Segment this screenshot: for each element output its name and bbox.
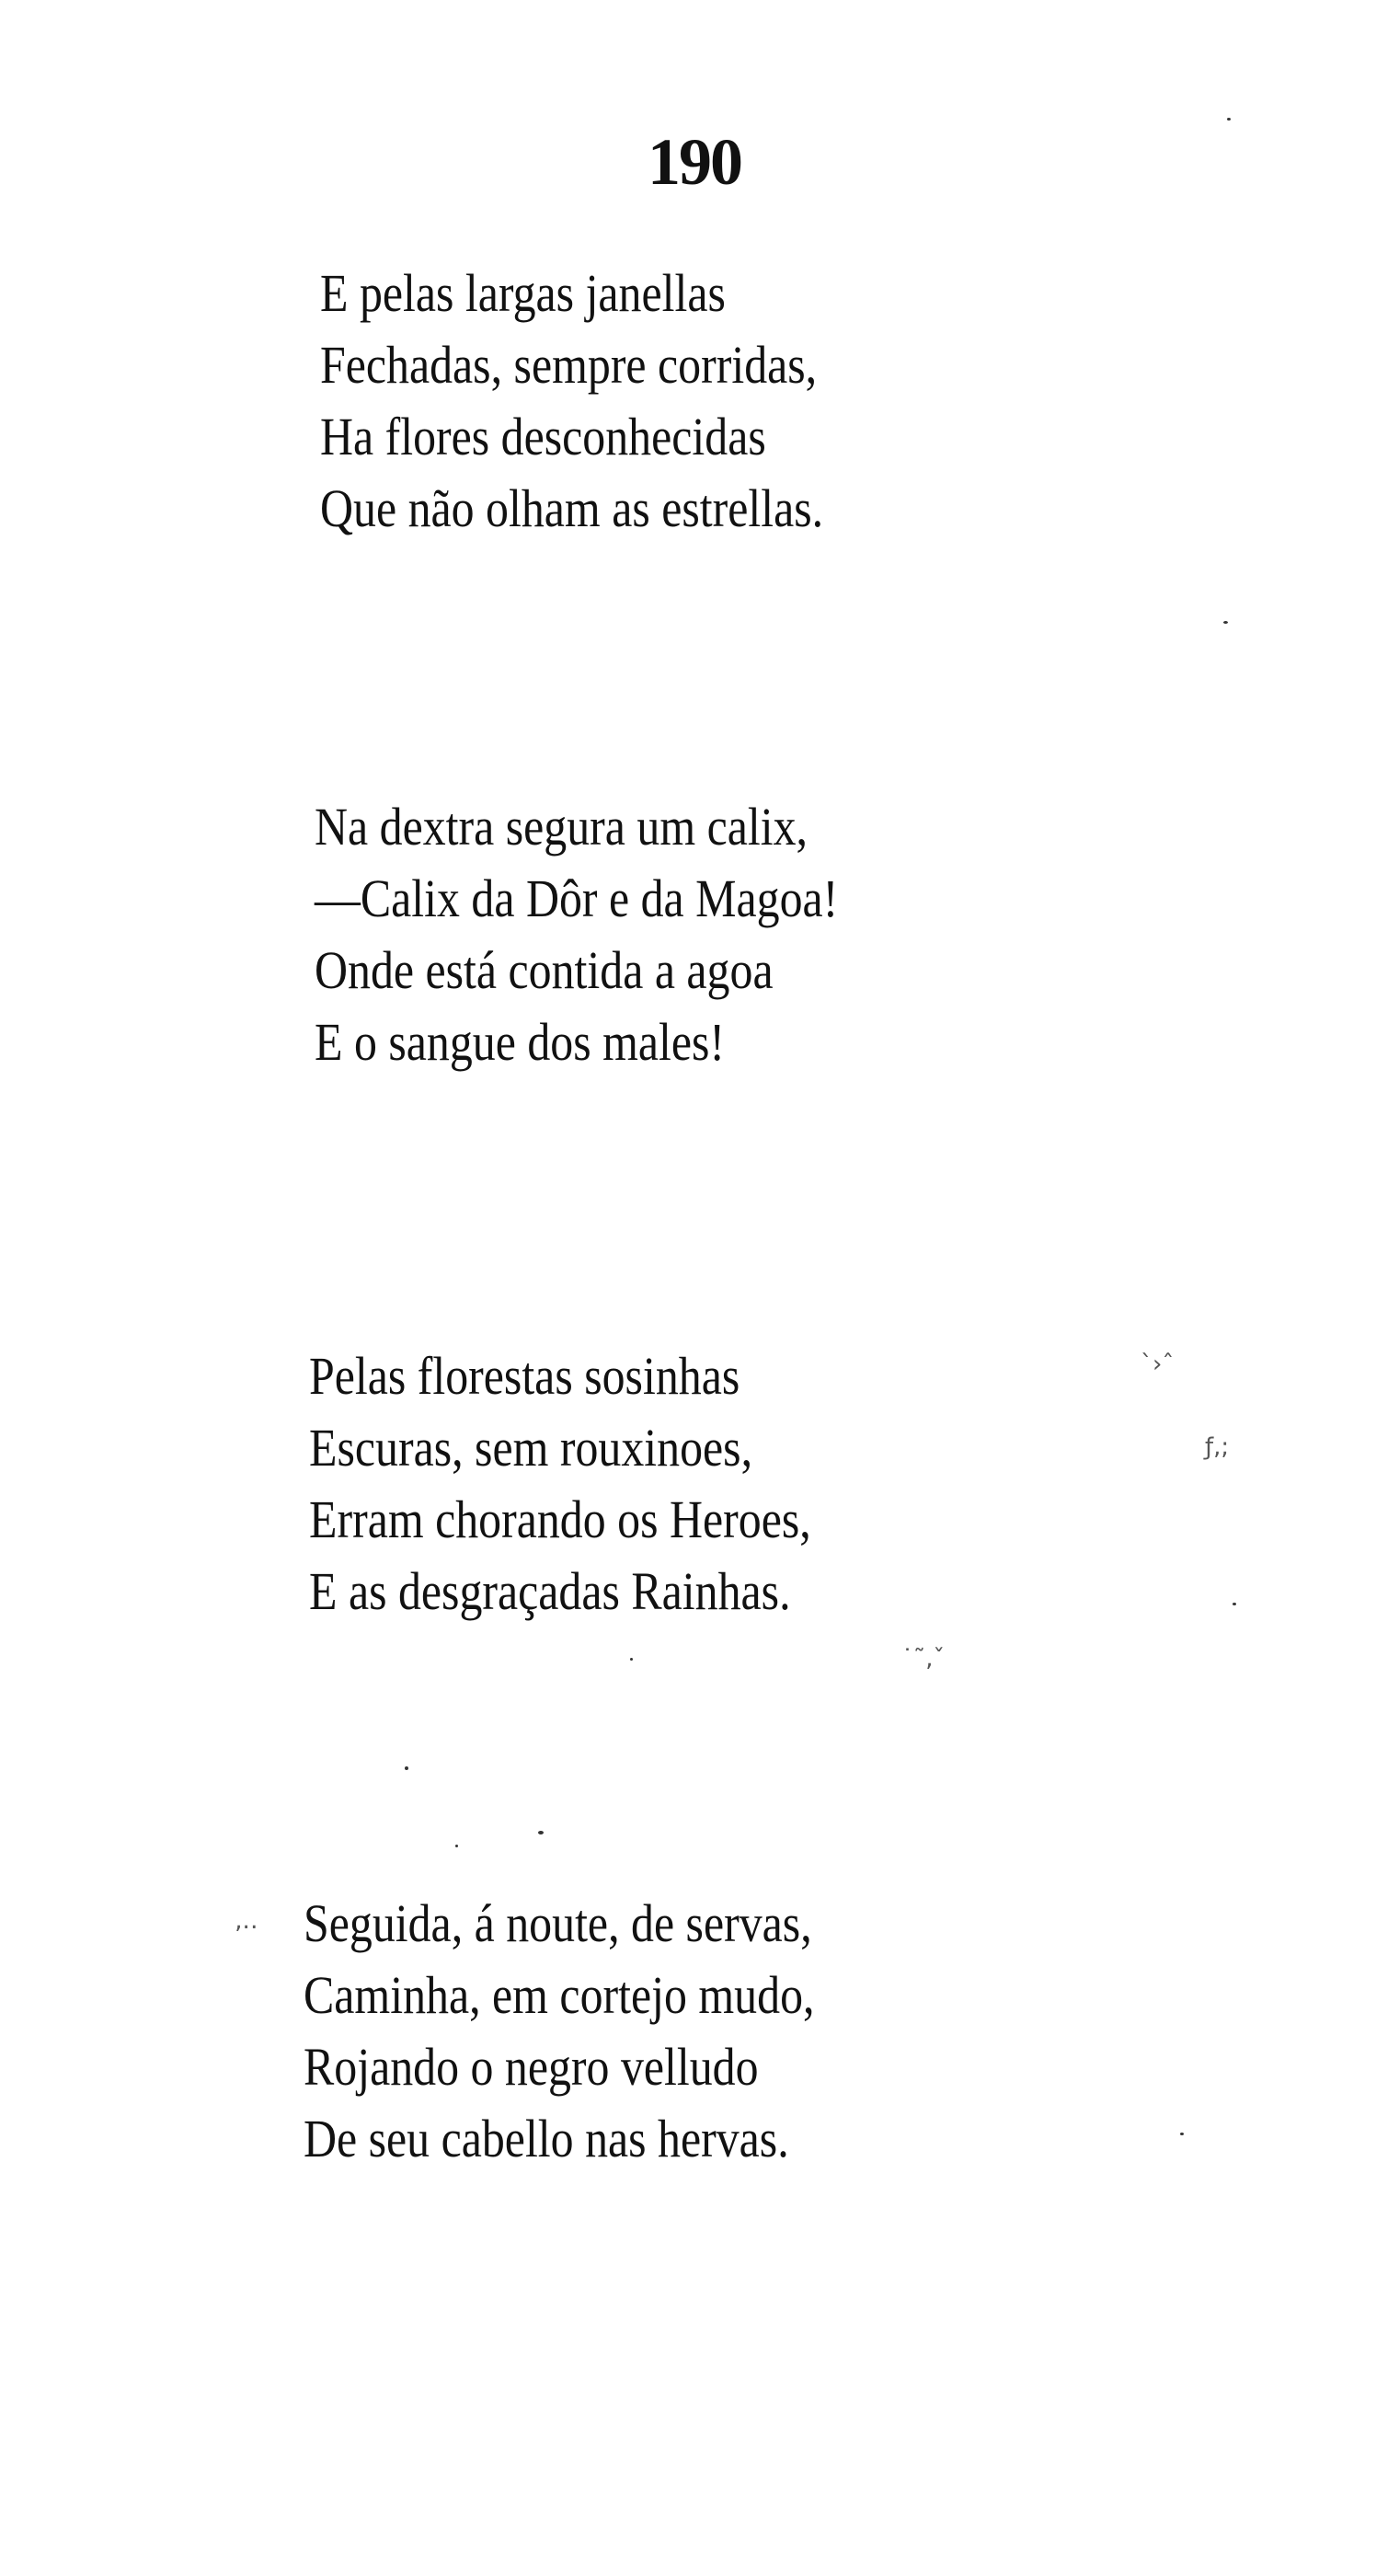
stanza-4 [304,1888,898,2175]
verse-line: Que não olham as estrellas. [320,478,824,538]
verse-line: Pelas florestas sosinhas [309,1346,740,1406]
verse-line: E pelas largas janellas [320,263,726,323]
scan-smudge: ‚‥ [235,1907,258,1935]
verse-line: Erram chorando os Heroes, [309,1489,811,1549]
scan-speck [405,1766,408,1770]
stanza-2 [315,791,923,1078]
scan-speck [455,1845,458,1847]
page-number: 190 [648,125,741,199]
verse-line: Caminha, em cortejo mudo, [304,1965,815,2025]
stanza-1 [320,258,905,545]
verse-line: Na dextra segura um calix, [315,797,808,857]
stanza-3 [309,1340,893,1627]
scan-smudge: ƒ,; [1205,1433,1230,1461]
verse-line: E as desgraçadas Rainhas. [309,1561,791,1621]
verse-line: Rojando o negro velludo [304,2037,759,2097]
scan-smudge: ˙˜‚ˇ [901,1645,946,1673]
verse-line: Seguida, á noute, de servas, [304,1893,812,1953]
verse-line: De seu cabello nas hervas. [304,2109,789,2168]
verse-line: —Calix da Dôr e da Magoa! [315,868,839,928]
scan-speck [1180,2133,1184,2135]
verse-line: Escuras, sem rouxinoes, [309,1418,753,1478]
verse-line: Ha flores desconhecidas [320,407,766,466]
verse-line: Onde está contida a agoa [315,940,774,1000]
scan-smudge: ˋ›ˆ [1141,1351,1175,1378]
verse-line: Fechadas, sempre corridas, [320,335,818,395]
verse-line: E o sangue dos males! [315,1012,726,1072]
scan-speck [538,1831,544,1834]
scan-speck [1223,621,1228,624]
scan-speck [1233,1603,1236,1605]
scan-speck [1227,118,1231,121]
scan-speck [630,1658,633,1661]
